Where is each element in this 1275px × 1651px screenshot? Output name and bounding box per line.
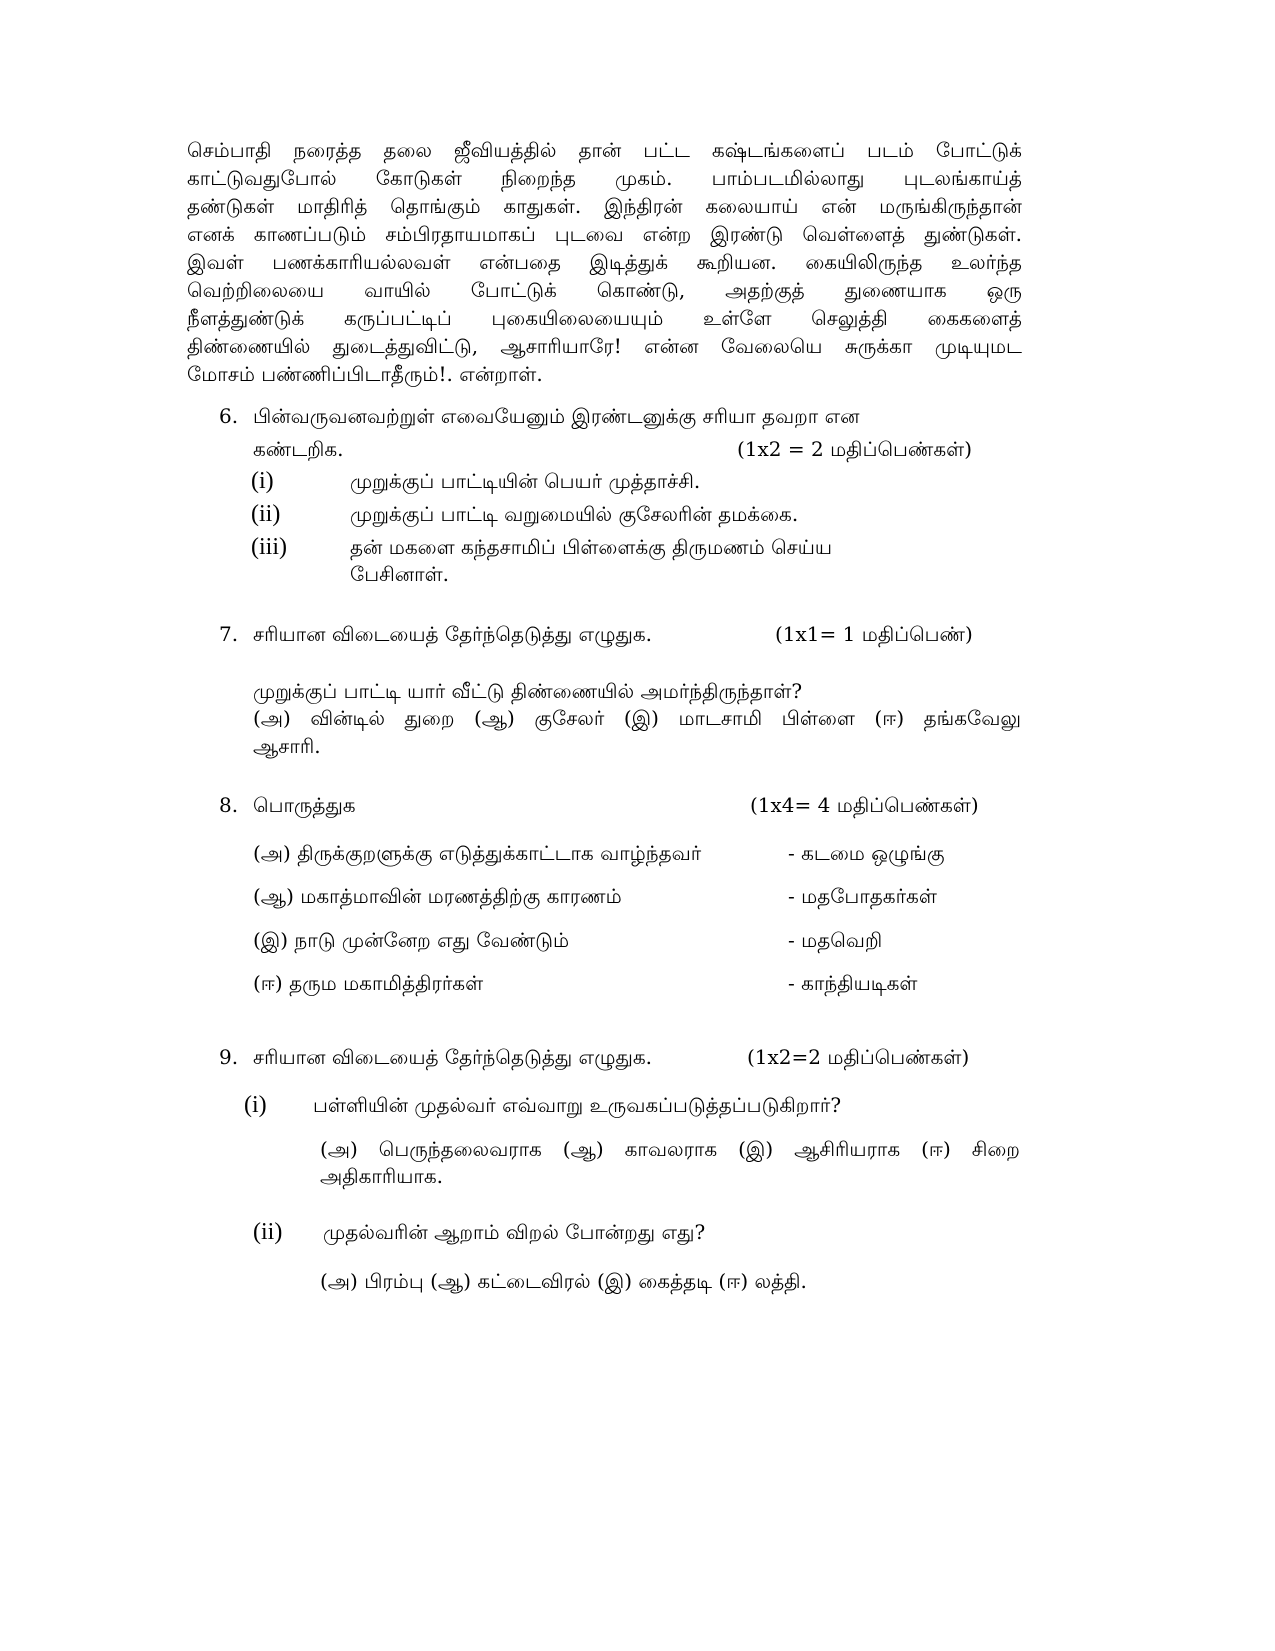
word: சுருக்கா (844, 334, 913, 358)
word: கொண்டு, (596, 278, 686, 302)
word: என்பதை (479, 250, 561, 274)
word: குசேலர் (534, 706, 605, 730)
word: புடலங்காய்த் (903, 166, 1022, 190)
word: (இ) (623, 706, 659, 730)
word: கைகளைத் (927, 306, 1022, 330)
word: தொங்கும் (390, 194, 481, 218)
match-right: - மதபோதகர்கள் (788, 884, 937, 908)
word: மாடசாமி (678, 706, 763, 730)
word: கூறியன. (696, 250, 777, 274)
match-right: - கடமை ஒழுங்கு (788, 841, 945, 865)
word: கையிலிருந்த (805, 250, 923, 274)
word: (ஆ) (562, 1137, 604, 1161)
word: சம்பிரதாயமாகப் (385, 222, 536, 246)
word: இவள் (187, 250, 244, 274)
word: தண்டுகள் (187, 194, 275, 218)
question-number: 7. (219, 622, 239, 646)
passage-line (187, 140, 1022, 160)
passage-line (187, 308, 1022, 328)
item-label: (iii) (251, 534, 287, 560)
word: இந்திரன் (604, 194, 683, 218)
word: புடவை (554, 222, 624, 246)
word: துடைத்துவிட்டு, (332, 334, 479, 358)
word: நரைத்த (293, 138, 362, 162)
match-left: (ஆ) மகாத்மாவின் மரணத்திற்கு காரணம் (253, 884, 622, 908)
passage-line (187, 196, 1022, 216)
word: ஆசிரியராக (794, 1137, 901, 1161)
word: வேலையெ (720, 334, 823, 358)
item-label: (ii) (251, 501, 281, 527)
word: என்ன (644, 334, 699, 358)
word: (ஈ) (874, 706, 905, 730)
question-text-continued: கண்டறிக. (253, 437, 344, 461)
item-text: முறுக்குப் பாட்டியின் பெயர் முத்தாச்சி. (350, 469, 701, 493)
question-number: 6. (219, 404, 239, 428)
word: உள்ளே (703, 306, 772, 330)
word: நீளத்துண்டுக் (187, 306, 305, 330)
word: பாம்படமில்லாது (711, 166, 865, 190)
word: இடித்துக் (589, 250, 669, 274)
word: துண்டுகள். (924, 222, 1022, 246)
match-left: (இ) நாடு முன்னேற எது வேண்டும் (253, 928, 570, 952)
passage-line (187, 252, 1022, 272)
word: என்ற (642, 222, 692, 246)
word: செலுத்தி (811, 306, 888, 330)
question-text: சரியான விடையைத் தேர்ந்தெடுத்து எழுதுக. (253, 622, 653, 646)
word: பெருந்தலைவராக (378, 1137, 542, 1161)
word: உலர்ந்த (950, 250, 1022, 274)
word: பணக்காரியல்லவள் (272, 250, 451, 274)
passage-line (187, 280, 1022, 300)
word: வெள்ளைத் (802, 222, 906, 246)
question-text: பொருத்துக (253, 793, 356, 817)
subquestion-text: முதல்வரின் ஆறாம் விறல் போன்றது எது? (323, 1220, 706, 1244)
word: துணையாக (844, 278, 947, 302)
match-right: - காந்தியடிகள் (788, 971, 918, 995)
word: மாதிரித் (297, 194, 368, 218)
passage-line (187, 224, 1022, 244)
word: (அ) (253, 706, 291, 730)
passage-line-last: மோசம் பண்ணிப்பிடாதீரும்!. என்றாள். (187, 362, 543, 386)
word: எனக் (187, 222, 235, 246)
word: (ஆ) (473, 706, 515, 730)
word: (அ) (320, 1137, 358, 1161)
word: செம்பாதி (187, 138, 272, 162)
word: கஷ்டங்களைப் (711, 138, 846, 162)
options-line (253, 708, 1021, 728)
word: பட்ட (643, 138, 690, 162)
match-left: (அ) திருக்குறளுக்கு எடுத்துக்காட்டாக வாழ்ந்தவர் (253, 841, 702, 865)
question-number: 8. (219, 793, 239, 817)
word: கலையாய் (705, 194, 799, 218)
word: தங்கவேலு (923, 706, 1021, 730)
word: காட்டுவதுபோல் (187, 166, 337, 190)
word: வெற்றிலையை (187, 278, 325, 302)
options-line-continued: அதிகாரியாக. (320, 1164, 443, 1188)
word: திண்ணையில் (187, 334, 311, 358)
question-text: சரியான விடையைத் தேர்ந்தெடுத்து எழுதுக. (253, 1045, 653, 1069)
word: கருப்பட்டிப் (343, 306, 452, 330)
word: தான் (578, 138, 622, 162)
options-line: (அ) பிரம்பு (ஆ) கட்டைவிரல் (இ) கைத்தடி (ஈ) லத்தி. (320, 1269, 807, 1293)
word: காதுகள். (503, 194, 582, 218)
passage-line (187, 336, 1022, 356)
word: வாயில் (364, 278, 431, 302)
subquestion-text: பள்ளியின் முதல்வர் எவ்வாறு உருவகப்படுத்தப்படுகிறார்? (313, 1093, 842, 1117)
marks-label: (1x4= 4 மதிப்பெண்கள்) (750, 793, 979, 817)
word: காவலராக (624, 1137, 718, 1161)
word: போட்டுக் (935, 138, 1022, 162)
word: மருங்கிருந்தான் (879, 194, 1022, 218)
question-text: பின்வருவனவற்றுள் எவையேனும் இரண்டனுக்கு சரியா தவறா என (253, 404, 860, 428)
word: நிறைந்த (500, 166, 576, 190)
word: புகையிலையையும் (491, 306, 664, 330)
word: அதற்குத் (725, 278, 805, 302)
word: சிறை (971, 1137, 1020, 1161)
item-text-continued: பேசினாள். (350, 562, 449, 586)
word: வின்டில் (310, 706, 386, 730)
word: ஒரு (986, 278, 1022, 302)
marks-label: (1x2=2 மதிப்பெண்கள்) (747, 1045, 970, 1069)
item-text: முறுக்குப் பாட்டி வறுமையில் குசேலரின் தமக்கை. (350, 502, 799, 526)
marks-label: (1x1= 1 மதிப்பெண்) (775, 622, 973, 646)
question-prompt: முறுக்குப் பாட்டி யார் வீட்டு திண்ணையில் அமர்ந்திருந்தாள்? (253, 679, 803, 703)
word: படம் (867, 138, 914, 162)
item-label: (i) (251, 468, 274, 494)
word: முடியுமட (934, 334, 1022, 358)
match-right: - மதவெறி (788, 928, 883, 952)
word: தலை (383, 138, 432, 162)
word: போட்டுக் (470, 278, 557, 302)
word: (இ) (738, 1137, 774, 1161)
options-line (320, 1139, 1020, 1159)
word: இரண்டு (710, 222, 784, 246)
word: முகம். (615, 166, 673, 190)
word: (ஈ) (921, 1137, 951, 1161)
passage-line (187, 168, 1022, 188)
question-number: 9. (219, 1045, 239, 1069)
item-text: தன் மகளை கந்தசாமிப் பிள்ளைக்கு திருமணம் செய்ய (350, 535, 833, 559)
word: பிள்ளை (781, 706, 855, 730)
marks-label: (1x2 = 2 மதிப்பெண்கள்) (737, 437, 972, 461)
options-line-continued: ஆசாரி. (253, 734, 321, 758)
word: ஆசாரியாரே! (500, 334, 622, 358)
word: துறை (404, 706, 455, 730)
word: என் (821, 194, 857, 218)
subquestion-label: (i) (244, 1092, 267, 1118)
word: கோடுகள் (375, 166, 462, 190)
subquestion-label: (ii) (253, 1219, 283, 1245)
word: காணப்படும் (253, 222, 367, 246)
word: ஜீவியத்தில் (453, 138, 557, 162)
match-left: (ஈ) தரும மகாமித்திரர்கள் (253, 971, 484, 995)
